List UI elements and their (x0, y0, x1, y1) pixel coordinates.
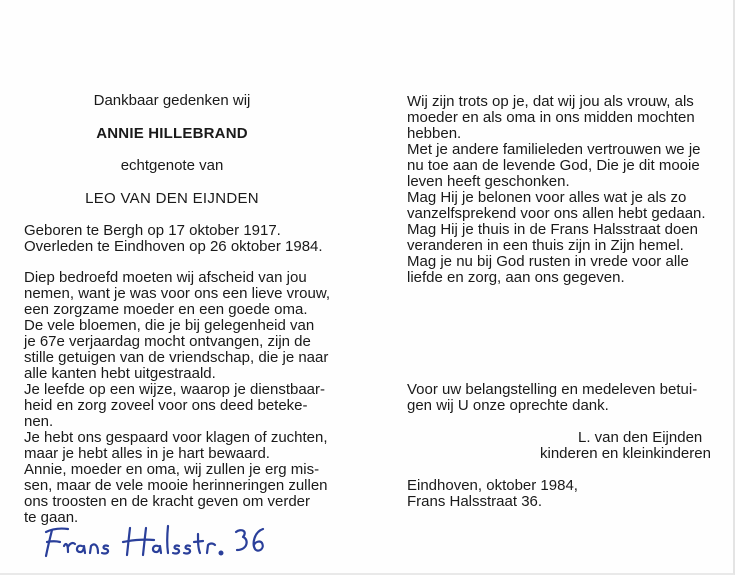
signatory-name: L. van den Eijnden (578, 429, 703, 446)
body-line: vanzelfsprekend voor ons allen hebt gedaan. (407, 205, 706, 222)
body-line: alle kanten hebt uitgestraald. (24, 365, 216, 382)
body-line: leven heeft geschonken. (407, 173, 570, 190)
body-line: veranderen in een thuis zijn in Zijn hemel. (407, 237, 684, 254)
body-line: Wij zijn trots op je, dat wij jou als vrouw, als (407, 93, 694, 110)
handwritten-address (38, 520, 268, 560)
body-line: heid en zorg zoveel voor ons deed beteke- (24, 397, 308, 414)
family-address: Frans Halsstraat 36. (407, 493, 543, 510)
body-line: Met je andere familieleden vertrouwen we je (407, 141, 701, 158)
body-line: nemen, want je was voor ons een lieve vrouw, (24, 285, 330, 302)
body-line: Je leefde op een wijze, waarop je dienstbaar- (24, 381, 326, 398)
body-line: moeder en als oma in ons midden mochten (407, 109, 695, 126)
body-line: De vele bloemen, die je bij gelegenheid van (24, 317, 315, 334)
body-line: Mag Hij je belonen voor alles wat je als zo (407, 189, 687, 206)
body-line: Mag Hij je thuis in de Frans Halsstraat doen (407, 221, 698, 238)
deceased-name: ANNIE HILLEBRAND (96, 125, 248, 142)
body-line: te gaan. (24, 509, 79, 526)
body-line: een zorgzame moeder en een goede oma. (24, 301, 308, 318)
signatory-family: kinderen en kleinkinderen (540, 445, 711, 462)
thanks-line: gen wij U onze oprechte dank. (407, 397, 609, 414)
thanks-line: Voor uw belangstelling en medeleven betui- (407, 381, 698, 398)
body-line: Annie, moeder en oma, wij zullen je erg mis- (24, 461, 320, 478)
body-line: ons troosten en de kracht geven om verder (24, 493, 310, 510)
body-line: maar je hebt alles in je hart bewaard. (24, 445, 270, 462)
spouse-name: LEO VAN DEN EIJNDEN (85, 190, 259, 207)
birth-line: Geboren te Bergh op 17 oktober 1917. (24, 222, 281, 239)
body-line: stille getuigen van de vriendschap, die je naar (24, 349, 329, 366)
body-line: sen, maar de vele mooie herinneringen zullen (24, 477, 328, 494)
body-line: nen. (24, 413, 54, 430)
intro-line: Dankbaar gedenken wij (93, 92, 251, 109)
relation-line: echtgenote van (120, 157, 224, 174)
place-date: Eindhoven, oktober 1984, (407, 477, 578, 494)
body-line: nu toe aan de levende God, Die je dit mooie (407, 157, 700, 174)
body-line: je 67e verjaardag mocht ontvangen, zijn de (24, 333, 311, 350)
body-line: Diep bedroefd moeten wij afscheid van jou (24, 269, 307, 286)
body-line: hebben. (407, 125, 462, 142)
death-line: Overleden te Eindhoven op 26 oktober 1984. (24, 238, 323, 255)
body-line: liefde en zorg, aan ons gegeven. (407, 269, 625, 286)
body-line: Mag je nu bij God rusten in vrede voor alle (407, 253, 689, 270)
body-line: Je hebt ons gespaard voor klagen of zuchten, (24, 429, 328, 446)
